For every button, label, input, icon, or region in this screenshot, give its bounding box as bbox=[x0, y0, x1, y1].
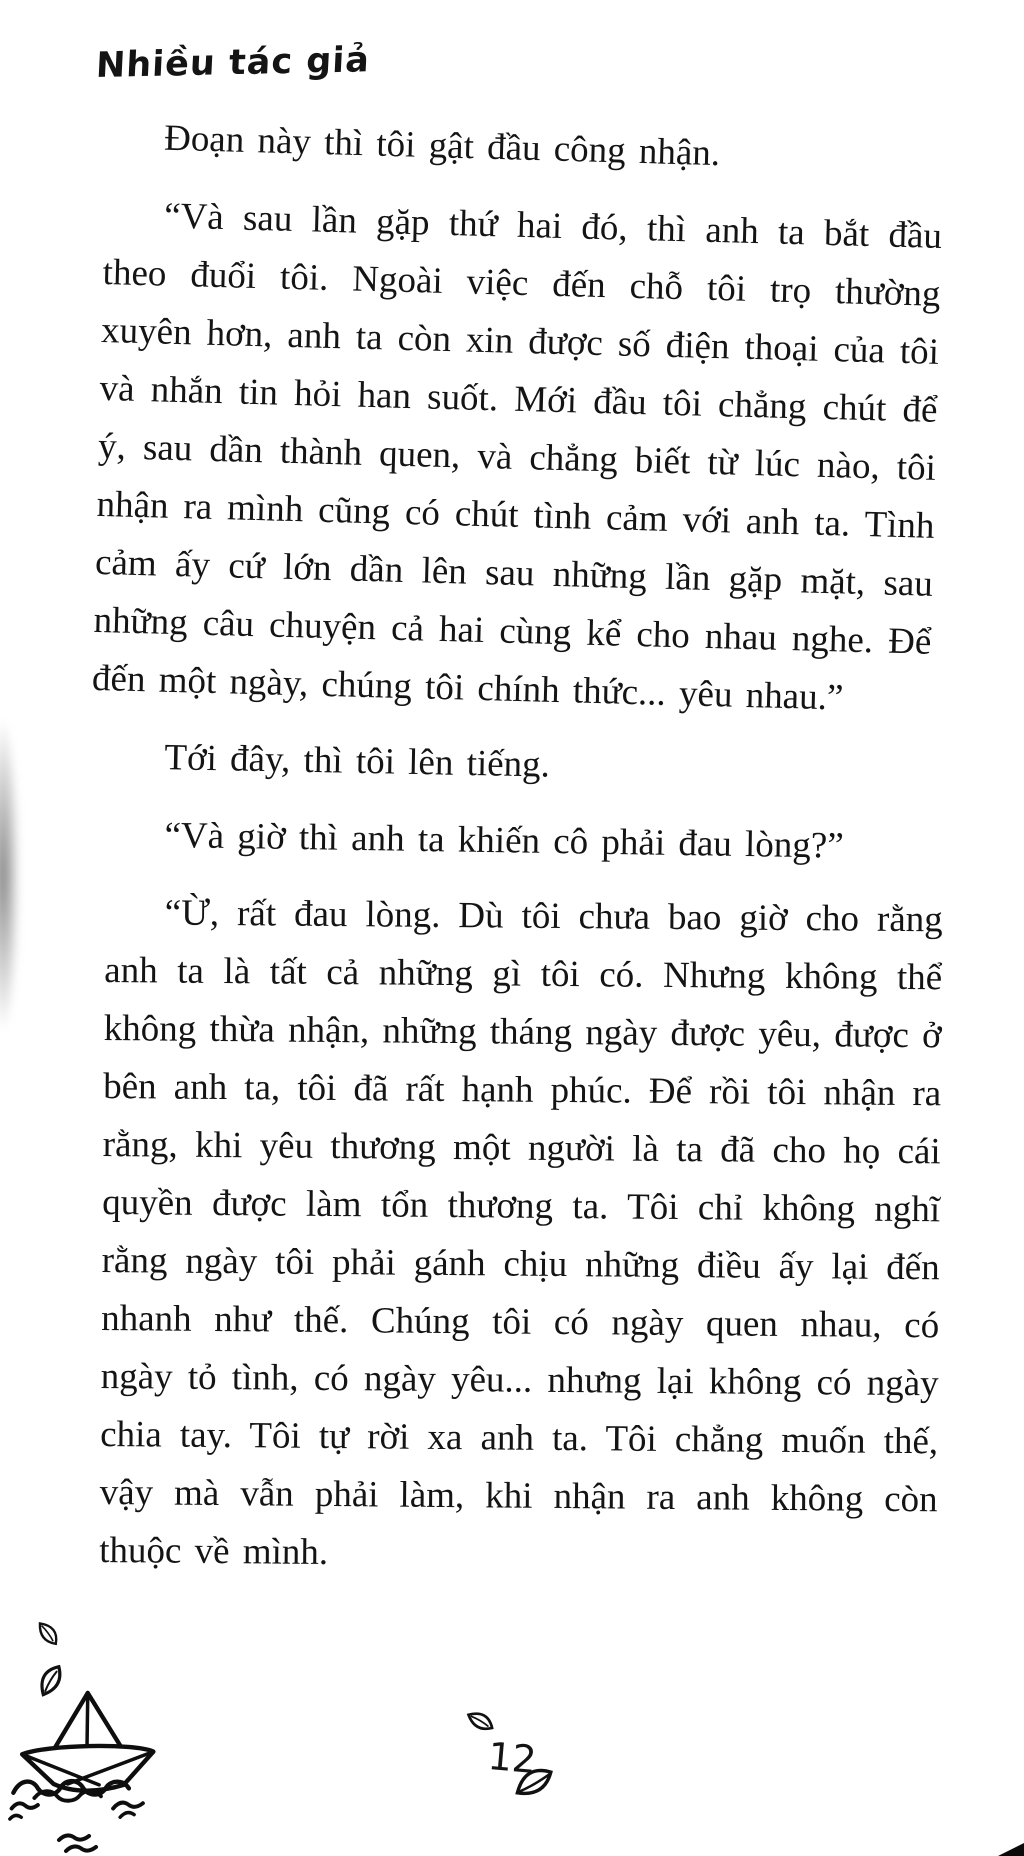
running-header: Nhiều tác giả bbox=[95, 40, 371, 87]
paragraph: “Và sau lần gặp thứ hai đó, thì anh ta bắt đầu theo đuổi tôi. Ngoài việc đến chỗ tôi trọ thường xuyên hơn, anh ta còn xin được số điện thoại của tôi và nhắn tin hỏi han suốt. Mới đầu tôi chẳng chút để ý, sau dần thành quen, và chẳng biết từ lúc nào, tôi nhận ra mình cũng có chút tình cảm với anh ta. Tình cảm ấy cứ lớn dần lên sau những lần gặp mặt, sau những câu chuyện cả hai cùng kể cho nhau nghe. Để đến một ngày, chúng tôi chính thức... yêu nhau.” bbox=[91, 195, 943, 719]
leaf-icon bbox=[510, 1766, 561, 1803]
page-corner-mark bbox=[998, 1843, 1024, 1856]
water-wave-icon bbox=[56, 1832, 100, 1856]
paragraph: “Và giờ thì anh ta khiến cô phải đau lòng?” bbox=[164, 814, 845, 867]
binding-shadow bbox=[0, 720, 20, 1030]
paragraph: Đoạn này thì tôi gật đầu công nhận. bbox=[163, 117, 721, 175]
paragraph: Tới đây, thì tôi lên tiếng. bbox=[164, 737, 551, 786]
paragraph: “Ừ, rất đau lòng. Dù tôi chưa bao giờ cho rằng anh ta là tất cả những gì tôi có. Nhưng không thể không thừa nhận, những tháng ngày được yêu, được ở bên anh ta, tôi đã rất hạnh phúc. Để rồi tôi nhận ra rằng, khi yêu thương một người là ta đã cho họ cái quyền được làm tổn thương ta. Tôi chỉ không nghĩ rằng ngày tôi phải gánh chịu những điều ấy lại đến nhanh như thế. Chúng tôi có ngày quen nhau, có ngày tỏ tình, có ngày yêu... nhưng lại không có ngày chia tay. Tôi tự rời xa anh ta. Tôi chẳng muốn thế, vậy mà vẫn phải làm, khi nhận ra anh không còn thuộc về mình. bbox=[99, 892, 943, 1573]
paper-boat-illustration bbox=[8, 1686, 178, 1826]
leaf-icon bbox=[33, 1618, 61, 1652]
page-number: 12 bbox=[486, 1733, 539, 1783]
body-text bbox=[91, 108, 943, 1600]
